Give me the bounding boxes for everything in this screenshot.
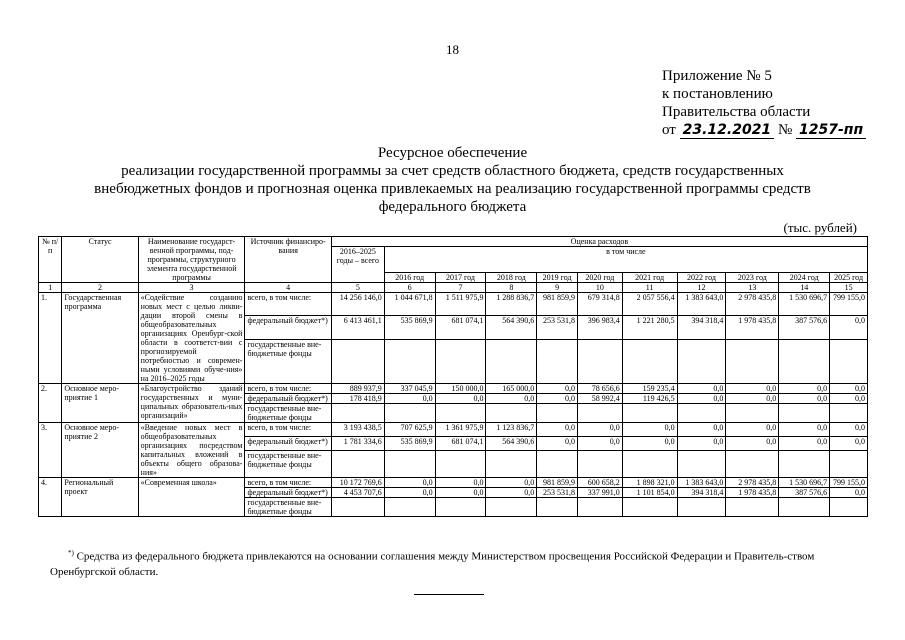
document-title (80, 144, 825, 216)
row-year-value: 1 978 435,8 (726, 488, 779, 498)
row-year-value (830, 451, 868, 478)
appendix-line: к постановлению (662, 86, 773, 102)
row-year-value: 1 898 321,0 (622, 478, 677, 488)
header-source: Источник финансиро-вания (245, 237, 331, 283)
row-year-value (779, 498, 830, 517)
row-year-value (726, 451, 779, 478)
row-year-value: 0,0 (537, 437, 578, 451)
row-year-value (435, 339, 486, 383)
row-year-value (384, 498, 435, 517)
row-year-value: 799 155,0 (830, 293, 868, 316)
row-year-value: 0,0 (677, 437, 726, 451)
row-year-value: 1 123 836,7 (486, 423, 537, 437)
row-status: Государственная программа (62, 293, 138, 384)
row-year-value: 0,0 (537, 394, 578, 404)
row-number: 3. (39, 423, 62, 478)
row-year-value: 1 221 280,5 (622, 316, 677, 339)
row-year-value: 564 390,6 (486, 316, 537, 339)
row-year-value: 0,0 (830, 316, 868, 339)
row-year-value (486, 451, 537, 478)
number-label: № (777, 122, 793, 138)
row-year-value (486, 404, 537, 423)
header-year: 2024 год (779, 273, 830, 283)
row-total (331, 339, 384, 383)
row-year-value: 0,0 (384, 478, 435, 488)
unit-label: (тыс. рублей) (783, 220, 857, 235)
row-total: 4 453 707,6 (331, 488, 384, 498)
title-line: внебюджетных фондов и прогнозная оценка привлекаемых на реализацию государственной программы средств (94, 181, 811, 197)
row-year-value (577, 451, 622, 478)
header-year: 2018 год (486, 273, 537, 283)
appendix-block (662, 67, 866, 139)
row-year-value: 0,0 (537, 384, 578, 394)
row-total (331, 451, 384, 478)
row-year-value: 0,0 (830, 488, 868, 498)
row-year-value (622, 451, 677, 478)
header-year: 2022 год (677, 273, 726, 283)
row-year-value: 387 576,6 (779, 316, 830, 339)
row-year-value (779, 451, 830, 478)
row-year-value: 0,0 (577, 437, 622, 451)
row-year-value: 0,0 (779, 394, 830, 404)
row-year-value: 0,0 (577, 423, 622, 437)
row-year-value: 1 530 696,7 (779, 293, 830, 316)
table-row (39, 293, 868, 316)
header-year: 2025 год (830, 273, 868, 283)
row-funding-source: всего, в том числе: (245, 478, 331, 488)
row-year-value (537, 451, 578, 478)
header-incl: в том числе (384, 247, 867, 273)
row-program-name: «Современная школа» (138, 478, 245, 517)
header-year: 2019 год (537, 273, 578, 283)
row-year-value (435, 451, 486, 478)
table-row (39, 423, 868, 437)
row-year-value (435, 498, 486, 517)
row-year-value (726, 404, 779, 423)
table-row (39, 478, 868, 488)
row-funding-source: федеральный бюджет*) (245, 488, 331, 498)
row-year-value: 0,0 (830, 384, 868, 394)
row-year-value: 0,0 (486, 394, 537, 404)
row-year-value: 679 314,8 (577, 293, 622, 316)
row-year-value (779, 339, 830, 383)
row-year-value: 1 361 975,9 (435, 423, 486, 437)
footnote (50, 546, 860, 580)
handwritten-number: 1257-пп (796, 122, 866, 139)
row-year-value (537, 404, 578, 423)
row-total: 178 418,9 (331, 394, 384, 404)
title-line: федерального бюджета (378, 199, 527, 215)
title-line: Ресурсное обеспечение (377, 145, 528, 161)
column-number: 5 (331, 283, 384, 293)
row-year-value (486, 498, 537, 517)
row-status: Основное меро-приятие 2 (62, 423, 138, 478)
row-year-value: 0,0 (435, 394, 486, 404)
row-year-value (622, 339, 677, 383)
appendix-line: Приложение № 5 (662, 68, 772, 84)
row-year-value: 600 658,2 (577, 478, 622, 488)
row-year-value (384, 404, 435, 423)
row-year-value: 337 991,0 (577, 488, 622, 498)
header-year: 2020 год (577, 273, 622, 283)
column-number: 8 (486, 283, 537, 293)
row-year-value (537, 339, 578, 383)
row-year-value (677, 339, 726, 383)
row-year-value (622, 404, 677, 423)
row-year-value: 0,0 (435, 488, 486, 498)
header-num: № п/п (39, 237, 62, 283)
row-funding-source: федеральный бюджет*) (245, 437, 331, 451)
row-funding-source: федеральный бюджет*) (245, 316, 331, 339)
row-year-value: 0,0 (779, 437, 830, 451)
column-number: 9 (537, 283, 578, 293)
row-funding-source: государственные вне-бюджетные фонды (245, 404, 331, 423)
row-year-value: 1 101 854,0 (622, 488, 677, 498)
row-year-value: 0,0 (677, 384, 726, 394)
row-program-name: «Благоустройство зданий государственных и муни-ципальных образователь-ных организаций» (138, 384, 245, 423)
row-year-value (779, 404, 830, 423)
appendix-line: Правительства области (662, 104, 811, 120)
column-number: 1 (39, 283, 62, 293)
row-year-value (726, 339, 779, 383)
row-year-value (726, 498, 779, 517)
row-total: 889 937,9 (331, 384, 384, 394)
row-status: Основное меро-приятие 1 (62, 384, 138, 423)
footnote-divider (414, 594, 484, 595)
handwritten-date: 23.12.2021 (680, 122, 775, 139)
row-year-value: 0,0 (726, 423, 779, 437)
column-number: 11 (622, 283, 677, 293)
header-year: 2017 год (435, 273, 486, 283)
row-year-value: 387 576,6 (779, 488, 830, 498)
row-year-value: 681 074,1 (435, 316, 486, 339)
row-year-value: 799 155,0 (830, 478, 868, 488)
row-year-value: 0,0 (830, 394, 868, 404)
row-total (331, 404, 384, 423)
row-year-value: 2 978 435,8 (726, 478, 779, 488)
row-year-value (577, 404, 622, 423)
row-year-value: 0,0 (726, 437, 779, 451)
row-year-value: 0,0 (677, 423, 726, 437)
row-year-value: 159 235,4 (622, 384, 677, 394)
title-line: реализации государственной программы за счет средств областного бюджета, средств государственных (121, 163, 784, 179)
column-number: 6 (384, 283, 435, 293)
row-year-value: 150 000,0 (435, 384, 486, 394)
page-number: 18 (446, 42, 459, 57)
row-year-value: 0,0 (830, 437, 868, 451)
row-year-value: 564 390,6 (486, 437, 537, 451)
column-number: 12 (677, 283, 726, 293)
row-total: 1 781 334,6 (331, 437, 384, 451)
row-year-value: 1 530 696,7 (779, 478, 830, 488)
row-year-value (435, 404, 486, 423)
column-number: 14 (779, 283, 830, 293)
row-year-value: 337 045,9 (384, 384, 435, 394)
row-year-value: 981 859,9 (537, 478, 578, 488)
header-year: 2023 год (726, 273, 779, 283)
row-number: 4. (39, 478, 62, 517)
row-year-value: 0,0 (726, 394, 779, 404)
column-number: 3 (138, 283, 245, 293)
row-total: 14 256 146,0 (331, 293, 384, 316)
column-number: 7 (435, 283, 486, 293)
row-year-value: 681 074,1 (435, 437, 486, 451)
row-number: 2. (39, 384, 62, 423)
row-status: Региональный проект (62, 478, 138, 517)
row-year-value: 0,0 (726, 384, 779, 394)
row-year-value: 78 656,6 (577, 384, 622, 394)
footnote-text: Средства из федерального бюджета привлекаются на основании соглашения между Министерством просвещения Российской Федерации и Правитель-ством Оренбургской области. (50, 550, 815, 578)
row-year-value: 2 978 435,8 (726, 293, 779, 316)
appendix-date-line (662, 121, 866, 139)
row-year-value: 0,0 (384, 488, 435, 498)
row-total: 6 413 461,1 (331, 316, 384, 339)
row-year-value: 0,0 (435, 478, 486, 488)
row-year-value: 1 383 643,0 (677, 293, 726, 316)
row-year-value: 396 983,4 (577, 316, 622, 339)
row-year-value: 0,0 (622, 423, 677, 437)
row-funding-source: всего, в том числе: (245, 423, 331, 437)
row-year-value: 0,0 (830, 423, 868, 437)
row-year-value: 1 383 643,0 (677, 478, 726, 488)
row-program-name: «Содействие созданию новых мест с целью ликви-дации второй смены в общеобразовательных организациях Оренбург-ской области в соответст-вии с прогнозируемой потребностью и современ-ными условиями обуче-ния» на 2016–2025 годы (138, 293, 245, 384)
row-funding-source: государственные вне-бюджетные фонды (245, 498, 331, 517)
row-year-value: 1 044 671,8 (384, 293, 435, 316)
column-number: 2 (62, 283, 138, 293)
row-year-value (677, 451, 726, 478)
row-year-value (677, 498, 726, 517)
column-number: 10 (577, 283, 622, 293)
row-funding-source: государственные вне-бюджетные фонды (245, 339, 331, 383)
row-year-value: 0,0 (779, 423, 830, 437)
row-program-name: «Введение новых мест в общеобразовательных организациях посредством капитальных вложений в объекты общего образова-ния» (138, 423, 245, 478)
row-year-value: 0,0 (622, 437, 677, 451)
column-number: 13 (726, 283, 779, 293)
row-year-value (830, 498, 868, 517)
header-estimate: Оценка расходов (331, 237, 867, 247)
from-label: от (662, 122, 676, 138)
row-year-value: 2 057 556,4 (622, 293, 677, 316)
row-year-value: 0,0 (486, 488, 537, 498)
row-year-value: 0,0 (537, 423, 578, 437)
row-number: 1. (39, 293, 62, 384)
row-year-value: 394 318,4 (677, 316, 726, 339)
row-year-value (622, 498, 677, 517)
footnote-mark: *) (68, 549, 74, 557)
row-funding-source: всего, в том числе: (245, 293, 331, 316)
row-year-value (384, 451, 435, 478)
row-year-value: 981 859,9 (537, 293, 578, 316)
row-funding-source: всего, в том числе: (245, 384, 331, 394)
row-funding-source: федеральный бюджет*) (245, 394, 331, 404)
row-year-value (830, 339, 868, 383)
header-status: Статус (62, 237, 138, 283)
row-total: 3 193 438,5 (331, 423, 384, 437)
row-year-value: 0,0 (779, 384, 830, 394)
row-year-value: 1 288 836,7 (486, 293, 537, 316)
row-year-value (677, 404, 726, 423)
header-year: 2016 год (384, 273, 435, 283)
row-year-value (384, 339, 435, 383)
row-year-value: 535 869,9 (384, 316, 435, 339)
row-year-value: 535 869,9 (384, 437, 435, 451)
row-year-value (830, 404, 868, 423)
header-total: 2016–2025 годы – всего (331, 247, 384, 283)
row-year-value: 394 318,4 (677, 488, 726, 498)
row-year-value (486, 339, 537, 383)
row-year-value: 165 000,0 (486, 384, 537, 394)
row-year-value: 253 531,8 (537, 488, 578, 498)
table-row (39, 384, 868, 394)
row-year-value: 1 511 975,9 (435, 293, 486, 316)
column-number: 15 (830, 283, 868, 293)
row-year-value: 58 992,4 (577, 394, 622, 404)
row-year-value (577, 498, 622, 517)
row-year-value: 0,0 (384, 394, 435, 404)
resource-table (38, 236, 868, 517)
row-year-value: 0,0 (486, 478, 537, 488)
row-year-value: 253 531,8 (537, 316, 578, 339)
row-year-value (577, 339, 622, 383)
row-year-value: 0,0 (677, 394, 726, 404)
row-year-value: 707 625,9 (384, 423, 435, 437)
row-total: 10 172 769,6 (331, 478, 384, 488)
row-year-value: 119 426,5 (622, 394, 677, 404)
header-name: Наименование государст-венной программы, под-программы, структурного элемента государственной программы (138, 237, 245, 283)
row-year-value (537, 498, 578, 517)
row-year-value: 1 978 435,8 (726, 316, 779, 339)
header-year: 2021 год (622, 273, 677, 283)
column-number: 4 (245, 283, 331, 293)
row-funding-source: государственные вне-бюджетные фонды (245, 451, 331, 478)
row-total (331, 498, 384, 517)
